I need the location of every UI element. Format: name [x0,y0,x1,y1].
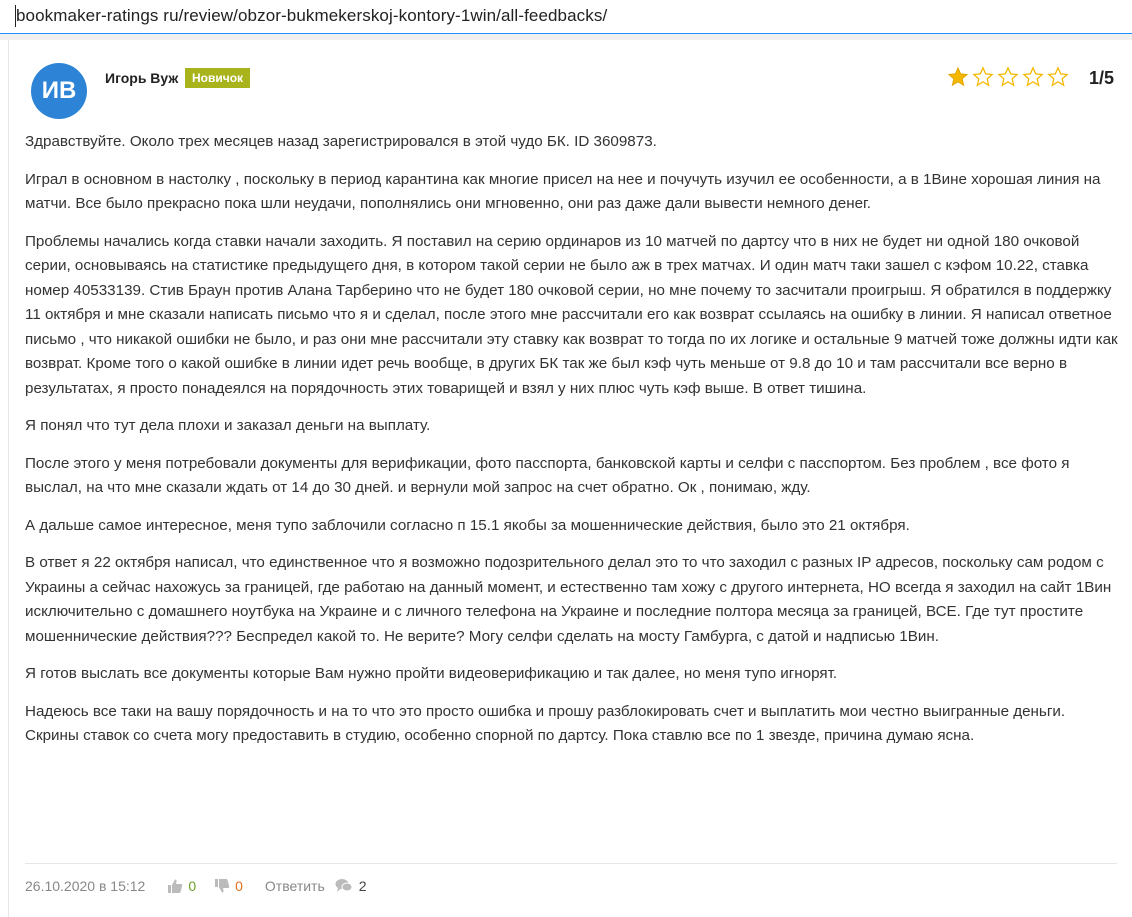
like-count: 0 [188,878,197,894]
dislike-count: 0 [235,878,243,894]
avatar: ИВ [31,63,87,119]
thumbs-down-icon [214,878,230,894]
like-button[interactable] [167,878,196,894]
comment-count: 2 [358,878,367,894]
thumbs-up-icon [167,878,183,894]
star-empty-icon [1022,66,1044,88]
rating-stars [947,66,1069,88]
star-empty-icon [1047,66,1069,88]
review-paragraph: Я готов выслать все документы которые Вам нужно пройти видеоверификацию и так далее, но меня тупо игнорят. [25,665,838,682]
dislike-button[interactable] [214,878,243,894]
review-paragraph: А дальше самое интересное, меня тупо заблочили согласно п 15.1 якобы за мошеннические действия, было это 21 октября. [25,516,910,534]
review-paragraph: Здравствуйте. Около трех месяцев назад зарегистрировался в этой чудо БК. ID 3609873. [25,133,657,150]
review-footer [25,878,367,894]
comment-bubble-icon [335,878,353,894]
star-filled-icon [947,66,969,88]
divider [25,863,1117,864]
rating-score: 1/5 [1089,68,1115,88]
review-paragraph: Играл в основном в настолку , поскольку в период карантина как многие присел на нее и почучуть изучил ее особенности, а в 1Вине хорошая линия на матчи. Все было прекрасно пока шли неудачи, пополнялись они мгновенно, они раз даже дали вывести немного денег. [25,170,1101,212]
address-bar[interactable] [0,0,1132,34]
review-paragraph: После этого у меня потребовали документы для верификации, фото пасспорта, банковской карты и селфи с пасспортом. Без проблем , все фото я выслал, на что мне сказали ждать от 14 до 30 дней. и вернули мой запрос на счет обратно. Ок , понимаю, жду. [25,454,1070,496]
review-text [25,130,1120,762]
reply-link[interactable]: Ответить [264,878,325,894]
review-paragraph: Проблемы начались когда ставки начали заходить. Я поставил на серию ординаров из 10 матчей по дартсу что в них не будет ни одной 180 очковой серии, основываясь на статистике предыдущего дня, в котором такой серии не было аж в трех матчах. И один матч таки зашел с кэфом 10.22, ставка номер 40533139. Стив Браун против Алана Тарберино что не будет 180 очковой серии, но мне почему то засчитали проигрыш. Я обратился в поддержку 11 октября и мне сказали написать письмо что я и сделал, после этого мне рассчитали его как возврат ссылаясь на ошибку в линии. Я написал ответное письмо , что никакой ошибки не было, и раз они мне рассчитали эту ставку как возврат то тогда по их логике и остальные 9 матчей тоже должны идти как возврат. Кроме того о какой ошибке в линии идет речь вообще, в других БК так же был кэф чуть меньше от 9.8 до 10 и там рассчитали все верно в результатах, я просто понадеялся на порядочность этих товарищей и взял у них плюс чуть кэф выше. В ответ тишина. [25,232,1118,397]
status-badge: Новичок [185,68,250,88]
star-empty-icon [997,66,1019,88]
review-date: 26.10.2020 в 15:12 [25,878,146,894]
star-empty-icon [972,66,994,88]
author-name[interactable]: Игорь Вуж [105,70,179,86]
review-paragraph: Я понял что тут дела плохи и заказал деньги на выплату. [25,417,431,434]
review-paragraph: Надеюсь все таки на вашу порядочность и на то что это просто ошибка и прошу разблокировать счет и выплатить мои честно выигранные деньги. Скрины ставок со счета могу предоставить в студию, особенно спорной по дартсу. Пока ставлю все по 1 звезде, причина думаю ясна. [25,702,1066,744]
review-paragraph: В ответ я 22 октября написал, что единственное что я возможно подозрительного делал это то что заходил с разных IP адресов, поскольку сам родом с Украины а сейчас нахожусь за границей, где работаю на данный момент, и естественно там хожу с другого интернета, НО всегда я заходил на сайт 1Вин исключительно с домашнего ноутбука на Украине и с личного телефона на Украине и последние полтора месяца за границей, ВСЕ. Где тут простите мошеннические действия??? Беспредел какой то. Не верите? Могу селфи сделать на мосту Гамбурга, с датой и надписью 1Вин. [25,554,1112,645]
url-text[interactable]: bookmaker-ratings ru/review/obzor-bukmekerskoj-kontory-1win/all-feedbacks/ [16,6,608,25]
review-card [8,40,1132,917]
comments-button[interactable] [335,878,367,894]
